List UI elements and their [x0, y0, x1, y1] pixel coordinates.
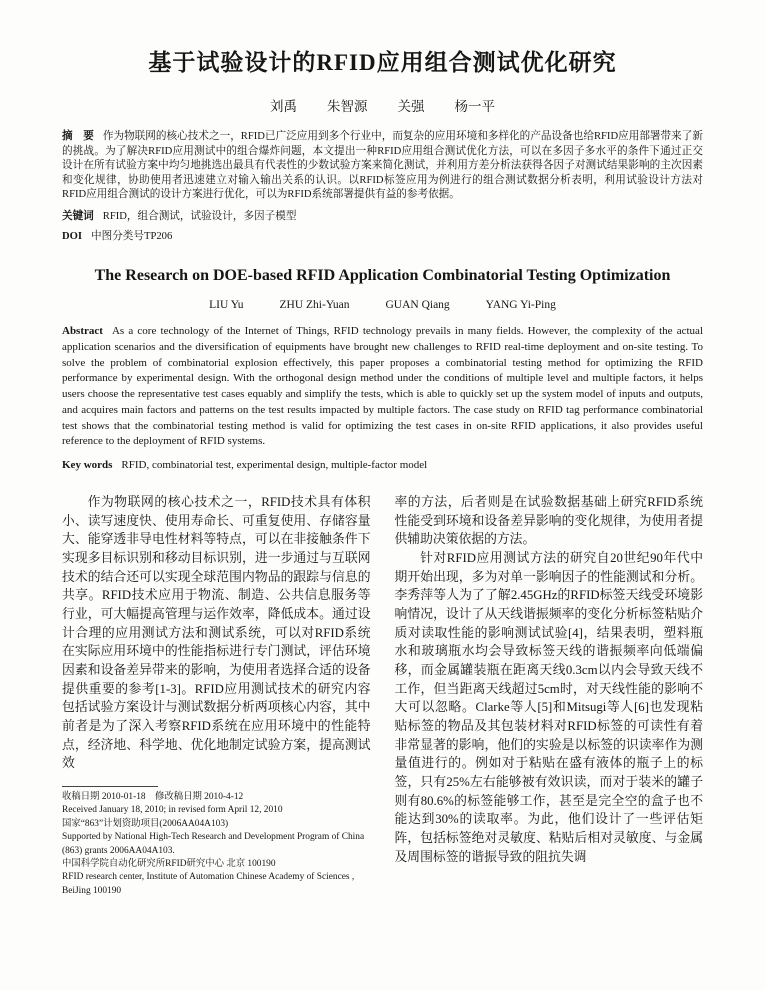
authors-en	[62, 299, 703, 311]
body-paragraph-right-2: 针对RFID应用测试方法的研究自20世纪90年代中期开始出现，多为对单一影响因子的性能测试和分析。李秀萍等人为了了解2.45GHz的RFID标签天线受环境影响情况，设计了从天线谐振频率的变化分析标签粘贴介质对读取性能的影响测试试验[4]，结果表明，塑料瓶水和玻璃瓶水均会导致标签天线的谐振频率向低端偏移，而金属罐装瓶在距离天线0.3cm以内会导致天线不工作，但当距离天线超过5cm时，对天线性能的影响不大可以忽略。Clarke等人[5]和Mitsugi等人[6]也发现粘贴标签的物品及其包装材料对RFID标签的可读性有着非常显著的影响，他们的实验是以标签的识读率作为测量值进行的。例如对于粘贴在盛有液体的瓶子上的标签，只有25%左右能够被有效识读，而对于装米的罐子则有80.6%的标签能够工作，甚至是完全空的盒子也不能达到30%的读取率。为此，他们设计了一些评估矩阵，包括标签绝对灵敏度、粘贴后相对灵敏度、与金属及周围标签的谐振导致的阻抗失调	[394, 551, 703, 864]
doi-line	[62, 230, 703, 245]
abstract-en-label: Abstract	[62, 325, 103, 338]
authors-zh	[62, 95, 703, 115]
footnote-affiliation-zh: 中国科学院自动化研究所RFID研究中心 北京 100190	[62, 858, 276, 869]
author-en-4: YANG Yi-Ping	[485, 299, 556, 312]
abstract-en-text: As a core technology of the Internet of Things, RFID technology prevails in many fields. However, the complexity of the actual application scenarios and the diversification of equipments have brought new challenges to RFID real-time deployment and on-site testing. To solve the problem of combinatorial explosion effectively, this paper proposes a combinatorial testing method for optimizing the RFID performance by experimental design. With the orthogonal design method under the conditions of multiple level and multiple factors, it helps users choose the representative test cases equably and simplify the tests, which is able to quickly set up the system model of inputs and outputs, and acquires main factors and patterns on the test results impacted by multiple factors. The case study on RFID tag performance combinatorial test shows that the combinatorial testing method is valid for optimizing the test cases in on-site RFID applications, it also provides useful reference to the deployment of RFID systems.	[62, 325, 703, 448]
footnote-grant-zh: 国家“863”计划资助项目(2006AA04A103)	[62, 818, 229, 829]
author-en-2: ZHU Zhi-Yuan	[279, 299, 350, 312]
author-en-3: GUAN Qiang	[385, 299, 450, 312]
keywords-zh	[62, 210, 703, 225]
footnote-rule	[62, 786, 158, 787]
paper-title-en: The Research on DOE-based RFID Application Combinatorial Testing Optimization	[94, 266, 671, 284]
abstract-zh	[62, 130, 703, 203]
paper-title-zh: 基于试验设计的RFID应用组合测试优化研究	[148, 50, 617, 75]
author-zh-3: 关强	[397, 99, 425, 114]
body-paragraph-left: 作为物联网的核心技术之一，RFID技术具有体积小、读写速度快、使用寿命长、可重复使用、存储容量大、能穿透非导电性材料等特点，可以在非接触条件下实现多目标识别和移动目标识别，进一步通过与互联网技术的结合还可以实现全球范围内物品的跟踪与信息的共享。RFID技术应用于物流、制造、公共信息服务等行业，可大幅提高管理与运作效率，降低成本。通过设计合理的应用测试方法和测试系统，可以对RFID系统在实际应用环境中的性能指标进行专门测试，评估环境因素和设备差异带来的影响，为使用者选择合适的设备提供重要的参考[1-3]。RFID应用测试技术的研究内容包括试验方案设计与测试数据分析两项核心内容，其中前者是为了深入考察RFID系统在应用环境中的性能特点，经济地、科学地、优化地制定试验方案，提高测试效	[62, 495, 371, 771]
abstract-zh-label: 摘 要	[62, 131, 94, 142]
footnote-received-zh: 收稿日期 2010-01-18 修改稿日期 2010-4-12	[62, 792, 244, 803]
keywords-en-label: Key words	[62, 459, 113, 472]
footnote-block	[62, 786, 371, 898]
keywords-en	[62, 459, 703, 471]
body-columns	[62, 493, 703, 898]
author-en-1: LIU Yu	[209, 299, 244, 312]
right-column	[395, 493, 704, 898]
left-column	[62, 493, 371, 898]
keywords-en-text: RFID, combinatorial test, experimental design, multiple-factor model	[121, 459, 428, 472]
author-zh-1: 刘禹	[270, 99, 297, 114]
abstract-zh-text: 作为物联网的核心技术之一，RFID已广泛应用到多个行业中，而复杂的应用环境和多样化的产品设备也给RFID应用部署带来了新的挑战。为了解决RFID应用测试中的组合爆炸问题，本文提出一种RFID应用组合测试优化方法，可以在多因子多水平的条件下通过正交设计在所有试验方案中均匀地挑选出最具有代表性的少数试验方案来简化测试，并利用方差分析法获得各因子对测试结果影响的主次因素和变化规律，协助使用者迅速建立对输入输出关系的认识。以RFID标签应用为例进行的组合测试数据分析表明，利用试验设计方法对RFID应用组合测试的设计方案进行优化，可以为RFID系统部署提供有益的参考依据。	[62, 131, 703, 201]
keywords-zh-label: 关键词	[62, 211, 94, 223]
author-zh-2: 朱智源	[327, 99, 368, 114]
footnote-grant-en: Supported by National High-Tech Research and Development Program of China (863) grants 2006AA04A103.	[62, 832, 365, 856]
footnote-affiliation-en: RFID research center, Institute of Automation Chinese Academy of Sciences , BeiJing 100190	[62, 872, 355, 896]
footnote-received-en: Received January 18, 2010; in revised form April 12, 2010	[62, 805, 283, 816]
doi-value: 中图分类号TP206	[91, 230, 173, 242]
author-zh-4: 杨一平	[454, 99, 495, 114]
doi-label: DOI	[62, 230, 83, 242]
body-paragraph-right-1: 率的方法，后者则是在试验数据基础上研究RFID系统性能受到环境和设备差异影响的变化规律，为使用者提供辅助决策依据的方法。	[394, 495, 703, 547]
keywords-zh-text: RFID，组合测试，试验设计，多因子模型	[102, 211, 297, 223]
abstract-en	[62, 324, 703, 450]
